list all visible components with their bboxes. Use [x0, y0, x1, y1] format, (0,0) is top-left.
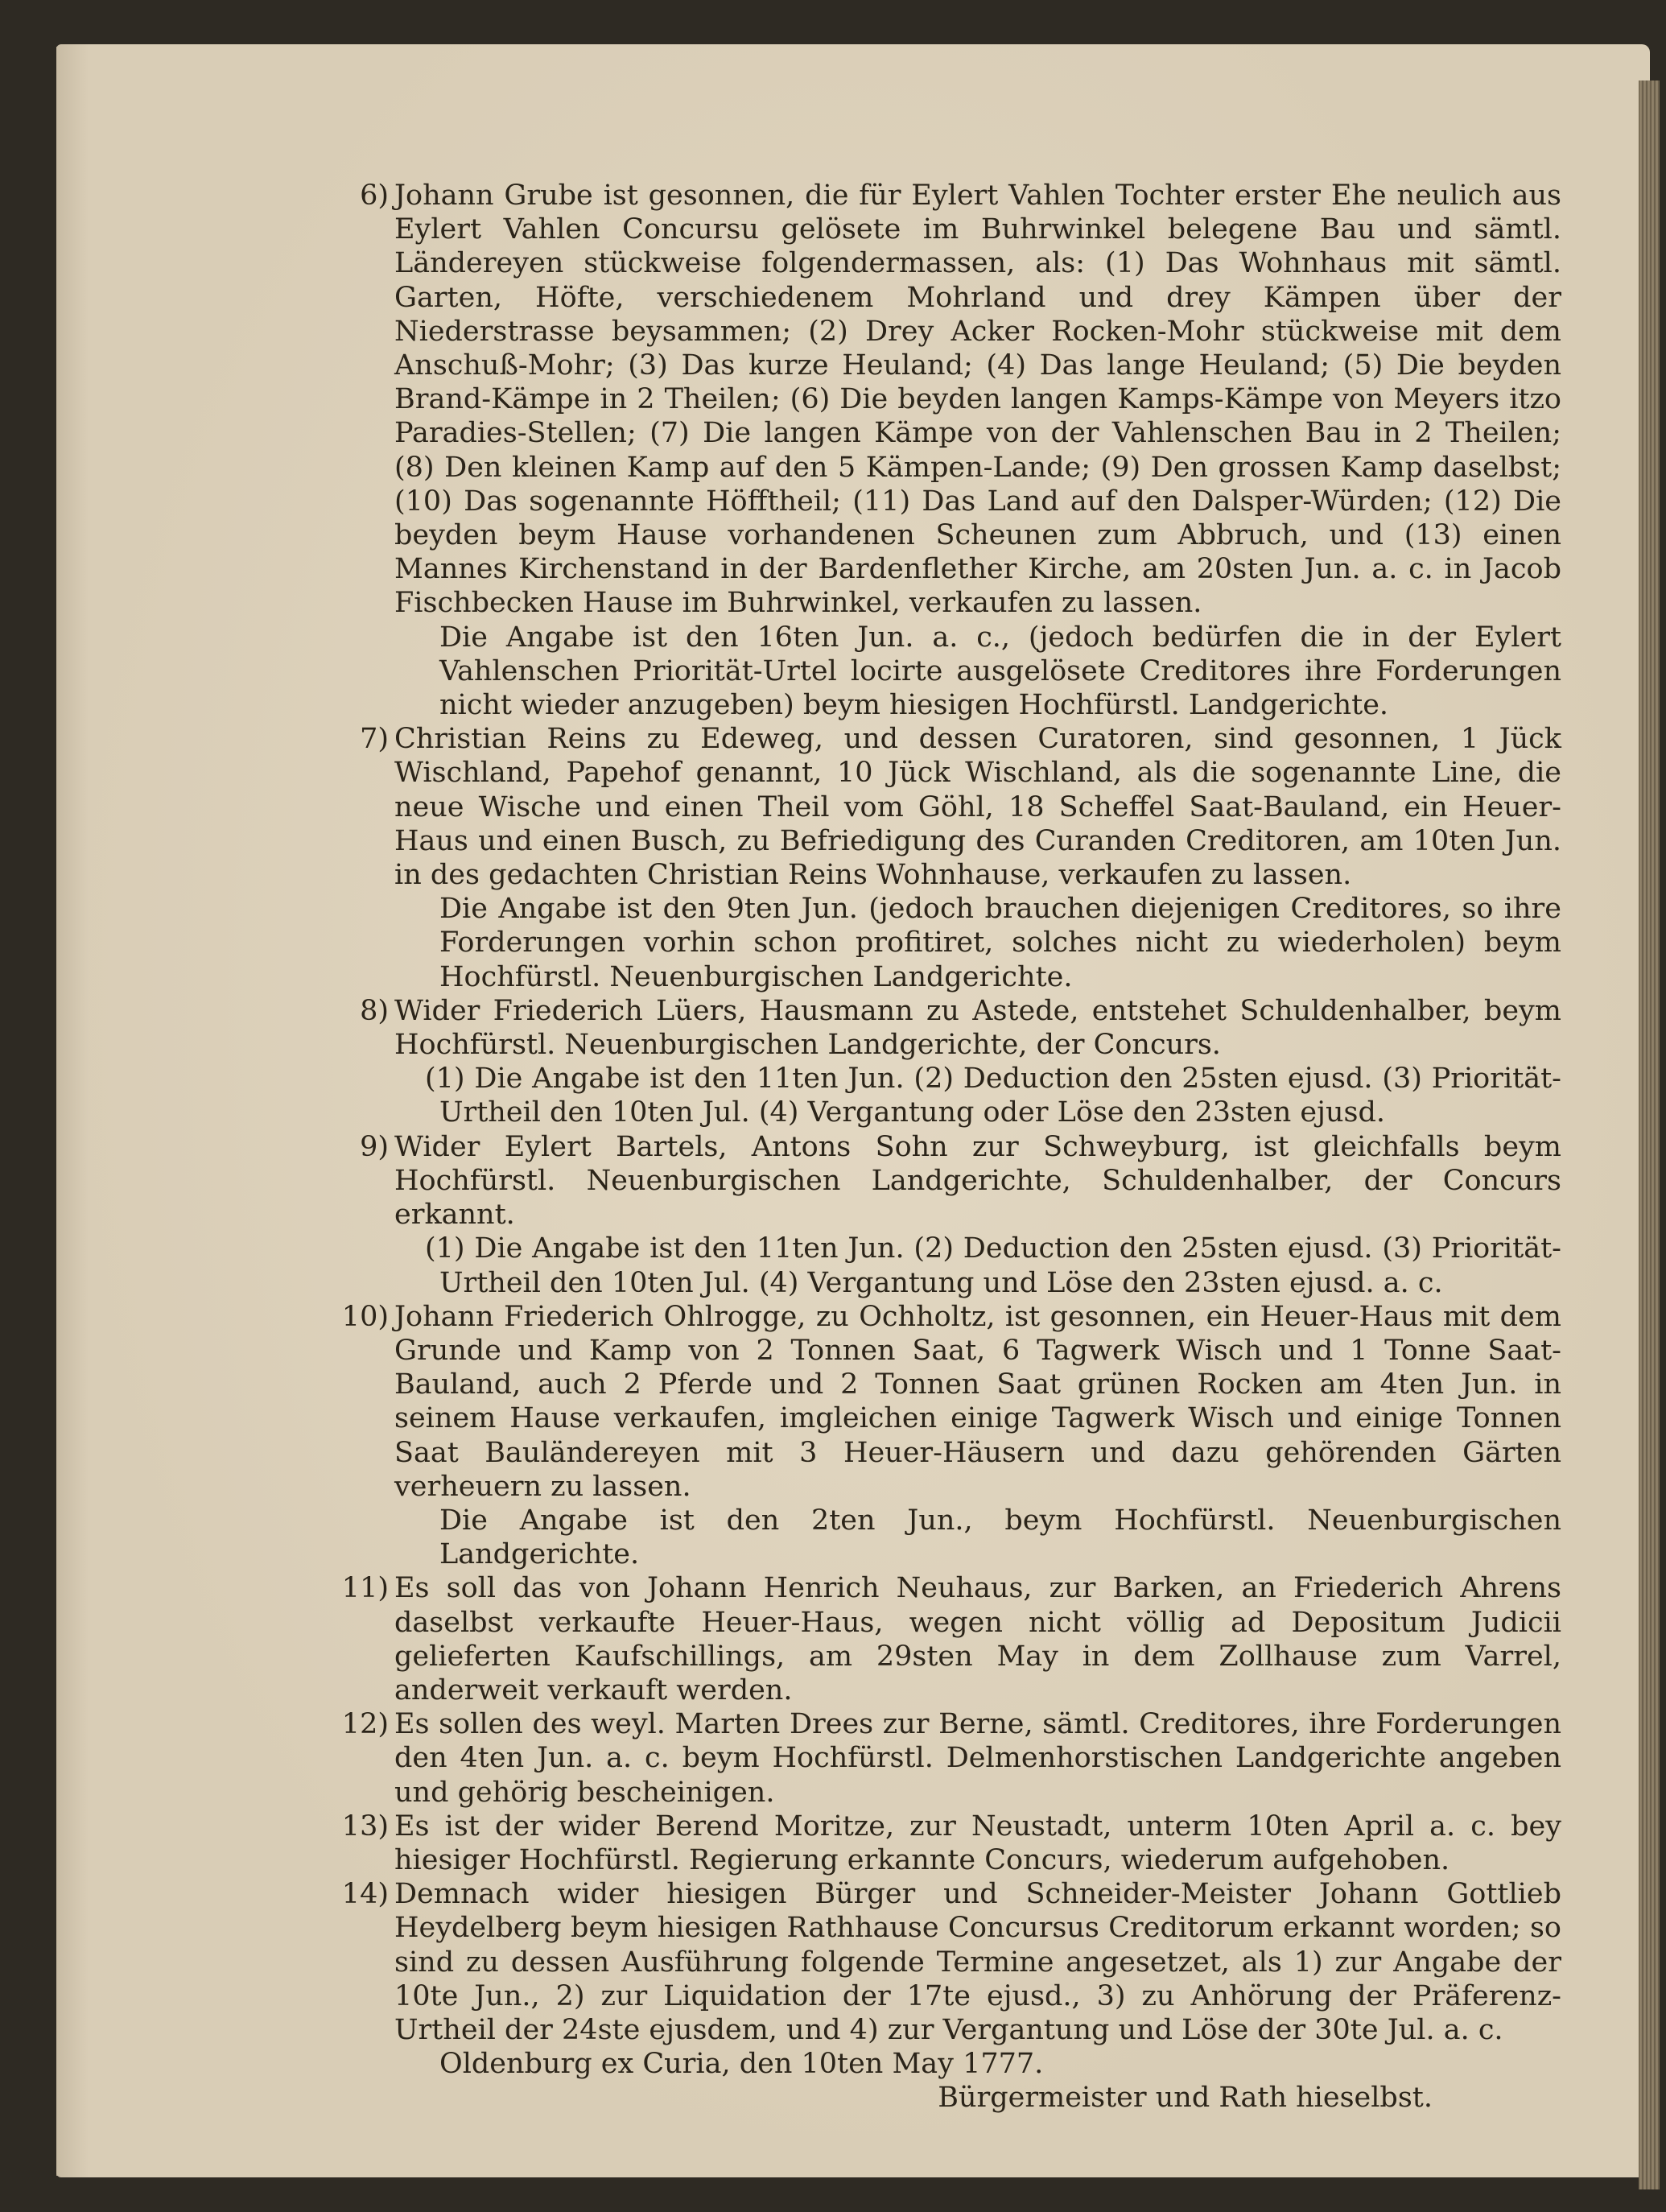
entry-subtext: (1) Die Angabe ist den 11ten Jun. (2) Deduction den 25sten ejusd. (3) Priorität-Urtheil den 10ten Jul. (4) Vergantung oder Löse den 23sten ejusd.	[425, 1063, 1561, 1129]
entry-text: Johann Grube ist gesonnen, die für Eylert Vahlen Tochter erster Ehe neulich aus Eylert Vahlen Concursu gelösete im Buhrwinkel belegene Bau und sämtl. Ländereyen stückweise folgendermassen, als: (1) Das Wohnhaus mit sämtl. Garten, Höfte, verschiedenem Mohrland und drey Kämpen über der Niederstrasse beysammen; (2) Drey Acker Rocken-Mohr stückweise mit dem Anschuß-Mohr; (3) Das kurze Heuland; (4) Das lange Heuland; (5) Die beyden Brand-Kämpe in 2 Theilen; (6) Die beyden langen Kamps-Kämpe von Meyers itzo Paradies-Stellen; (7) Die langen Kämpe von der Vahlenschen Bau in 2 Theilen; (8) Den kleinen Kamp auf den 5 Kämpen-Lande; (9) Den grossen Kamp daselbst; (10) Das sogenannte Höfftheil; (11) Das Land auf den Dalsper-Würden; (12) Die beyden beym Hause vorhandenen Scheunen zum Abbruch, und (13) einen Mannes Kirchenstand in der Bardenflether Kirche, am 20sten Jun. a. c. in Jacob Fischbecken Hause im Buhrwinkel, verkaufen zu lassen.	[394, 180, 1561, 620]
entry-number: 6)	[360, 180, 389, 212]
entry-8	[360, 994, 1561, 1130]
place-and-date: Oldenburg ex Curia, den 10ten May 1777.	[439, 2048, 1044, 2081]
entry-text: Es ist der wider Berend Moritze, zur Neustadt, unterm 10ten April a. c. bey hiesiger Hochfürstl. Regierung erkannte Concurs, wiederum aufgehoben.	[394, 1810, 1561, 1876]
entry-11	[341, 1571, 1561, 1707]
entry-subtext: Die Angabe ist den 2ten Jun., beym Hochfürstl. Neuenburgischen Landgerichte.	[439, 1504, 1561, 1571]
entry-text: Christian Reins zu Edeweg, und dessen Curatoren, sind gesonnen, 1 Jück Wischland, Papehof genannt, 10 Jück Wischland, als die sogenannte Line, die neue Wische und einen Theil vom Göhl, 18 Scheffel Saat-Bauland, ein Heuer-Haus und einen Busch, zu Befriedigung des Curanden Creditoren, am 10ten Jun. in des gedachten Christian Reins Wohnhause, verkaufen zu lassen.	[394, 723, 1561, 892]
entry-9	[360, 1130, 1561, 1300]
entry-text: Es soll das von Johann Henrich Neuhaus, zur Barken, an Friederich Ahrens daselbst verkaufte Heuer-Haus, wegen nicht völlig ad Depositum Judicii gelieferten Kaufschillings, am 29sten May in dem Zollhause zum Varrel, anderweit verkauft werden.	[394, 1572, 1561, 1706]
entry-text: Wider Eylert Bartels, Antons Sohn zur Schweyburg, ist gleichfalls beym Hochfürstl. Neuenburgischen Landgerichte, Schuldenhalber, der Concurs erkannt.	[394, 1130, 1561, 1232]
entry-6	[360, 179, 1561, 722]
page-stack-right-edge	[1639, 80, 1660, 2189]
entry-number: 8)	[360, 994, 389, 1027]
entry-text: Es sollen des weyl. Marten Drees zur Berne, sämtl. Creditores, ihre Forderungen den 4ten Jun. a. c. beym Hochfürstl. Delmenhorstischen Landgerichte angeben und gehörig bescheinigen.	[394, 1708, 1561, 1809]
entry-number: 9)	[360, 1130, 389, 1163]
entry-number: 13)	[341, 1810, 389, 1843]
entry-text: Demnach wider hiesigen Bürger und Schneider-Meister Johann Gottlieb Heydelberg beym hiesigen Rathhause Concursus Creditorum erkannt worden; so sind zu dessen Ausführung folgende Termine angesetzet, als 1) zur Angabe der 10te Jun., 2) zur Liquidation der 17te ejusd., 3) zu Anhörung der Präferenz-Urtheil der 24ste ejusdem, und 4) zur Vergantung und Löse der 30te Jul. a. c.	[394, 1878, 1561, 2046]
entry-10	[341, 1300, 1561, 1572]
entry-subtext: Die Angabe ist den 9ten Jun. (jedoch brauchen diejenigen Creditores, so ihre Forderungen vorhin schon profitiret, solches nicht zu wiederholen) beym Hochfürstl. Neuenburgischen Landgerichte.	[439, 893, 1561, 993]
entry-number: 10)	[341, 1300, 389, 1333]
entry-subtext: (1) Die Angabe ist den 11ten Jun. (2) Deduction den 25sten ejusd. (3) Priorität-Urtheil den 10ten Jul. (4) Vergantung und Löse den 23sten ejusd. a. c.	[425, 1232, 1561, 1299]
entry-subtext: Die Angabe ist den 16ten Jun. a. c., (jedoch bedürfen die in der Eylert Vahlenschen Priorität-Urtel locirte ausgelösete Creditores ihre Forderungen nicht wieder anzugeben) beym hiesigen Hochfürstl. Landgerichte.	[439, 621, 1561, 722]
entry-number: 12)	[341, 1708, 389, 1741]
entry-text: Wider Friederich Lüers, Hausmann zu Astede, entstehet Schuldenhalber, beym Hochfürstl. Neuenburgischen Landgerichte, der Concurs.	[394, 994, 1561, 1062]
entry-number: 7)	[360, 723, 389, 756]
entry-number: 11)	[341, 1572, 389, 1605]
entry-14	[341, 1877, 1561, 2047]
entry-12	[341, 1707, 1561, 1810]
notice-body	[341, 179, 1561, 2115]
entry-number: 14)	[341, 1878, 389, 1911]
entry-7	[360, 722, 1561, 994]
signature: Bürgermeister und Rath hieselbst.	[938, 2082, 1433, 2115]
entry-13	[341, 1810, 1561, 1877]
entry-text: Johann Friederich Ohlrogge, zu Ochholtz, ist gesonnen, ein Heuer-Haus mit dem Grunde und Kamp von 2 Tonnen Saat, 6 Tagwerk Wisch und 1 Tonne Saat-Bauland, auch 2 Pferde und 2 Tonnen Saat grünen Rocken am 4ten Jun. in seinem Hause verkaufen, imgleichen einige Tagwerk Wisch und einige Tonnen Saat Bauländereyen mit 3 Heuer-Häusern und dazu gehörenden Gärten verheuern zu lassen.	[394, 1300, 1561, 1503]
